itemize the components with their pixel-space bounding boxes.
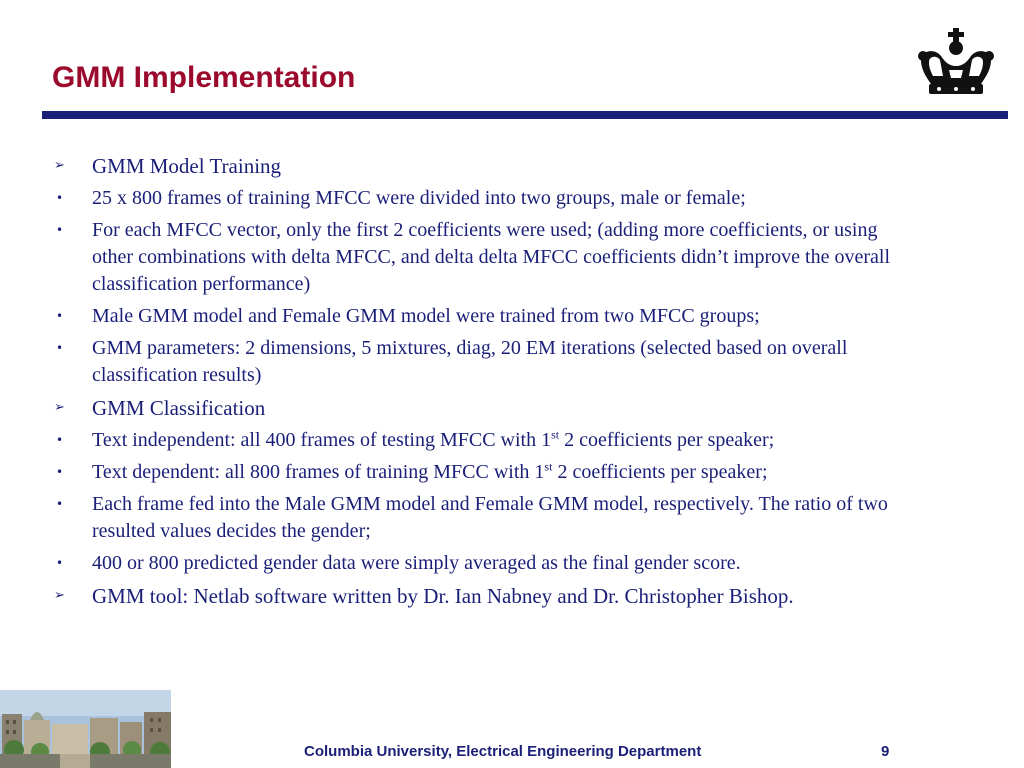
list-item-heading [52, 152, 922, 180]
list-item [52, 427, 922, 454]
list-item [52, 459, 922, 486]
list-item-text-start: Text dependent: all 800 frames of training MFCC with 1 [92, 461, 545, 483]
arrow-bullet-icon: ➢ [54, 400, 65, 415]
list-item [52, 303, 922, 330]
superscript: st [551, 427, 560, 442]
list-item-text: Each frame fed into the Male GMM model and Female GMM model, respectively. The ratio of two resulted values decides the gender; [92, 493, 888, 542]
campus-photo [0, 690, 171, 768]
list-item [52, 491, 922, 545]
superscript: st [544, 459, 553, 474]
dot-bullet-icon: • [56, 556, 64, 570]
list-item-text: 25 x 800 frames of training MFCC were divided into two groups, male or female; [92, 187, 746, 209]
dot-bullet-icon: • [56, 341, 64, 355]
list-item [52, 335, 922, 389]
footer-text: Columbia University, Electrical Engineering Department [304, 743, 702, 760]
arrow-bullet-icon: ➢ [54, 158, 65, 173]
dot-bullet-icon: • [56, 433, 64, 447]
title-divider [42, 111, 1008, 119]
dot-bullet-icon: • [56, 191, 64, 205]
list-item-heading [52, 394, 922, 422]
list-item-text: 400 or 800 predicted gender data were simply averaged as the final gender score. [92, 552, 741, 574]
dot-bullet-icon: • [56, 465, 64, 479]
slide-title: GMM Implementation [52, 61, 356, 94]
dot-bullet-icon: • [56, 223, 64, 237]
list-item-text-end: 2 coefficients per speaker; [559, 429, 775, 451]
list-item [52, 550, 922, 577]
list-item-text: GMM parameters: 2 dimensions, 5 mixtures, diag, 20 EM iterations (selected based on overall classification results) [92, 337, 848, 386]
list-item-text: For each MFCC vector, only the first 2 coefficients were used; (adding more coefficients, or using other combinations with delta MFCC, and delta delta MFCC coefficients didn’t improve the overall classification performance) [92, 219, 891, 295]
list-item-text: Male GMM model and Female GMM model were trained from two MFCC groups; [92, 305, 760, 327]
bullet-list [52, 152, 922, 615]
list-item-text: GMM tool: Netlab software written by Dr. Ian Nabney and Dr. Christopher Bishop. [92, 584, 794, 608]
crown-logo [913, 22, 999, 110]
list-item-heading [52, 582, 922, 610]
dot-bullet-icon: • [56, 497, 64, 511]
arrow-bullet-icon: ➢ [54, 588, 65, 603]
list-item [52, 185, 922, 212]
page-number: 9 [881, 743, 890, 760]
list-item-text: GMM Classification [92, 396, 266, 420]
list-item [52, 217, 922, 298]
list-item-text-end: 2 coefficients per speaker; [552, 461, 768, 483]
list-item-text-start: Text independent: all 400 frames of testing MFCC with 1 [92, 429, 552, 451]
list-item-text: GMM Model Training [92, 154, 282, 178]
dot-bullet-icon: • [56, 309, 64, 323]
crown-icon [913, 22, 999, 110]
